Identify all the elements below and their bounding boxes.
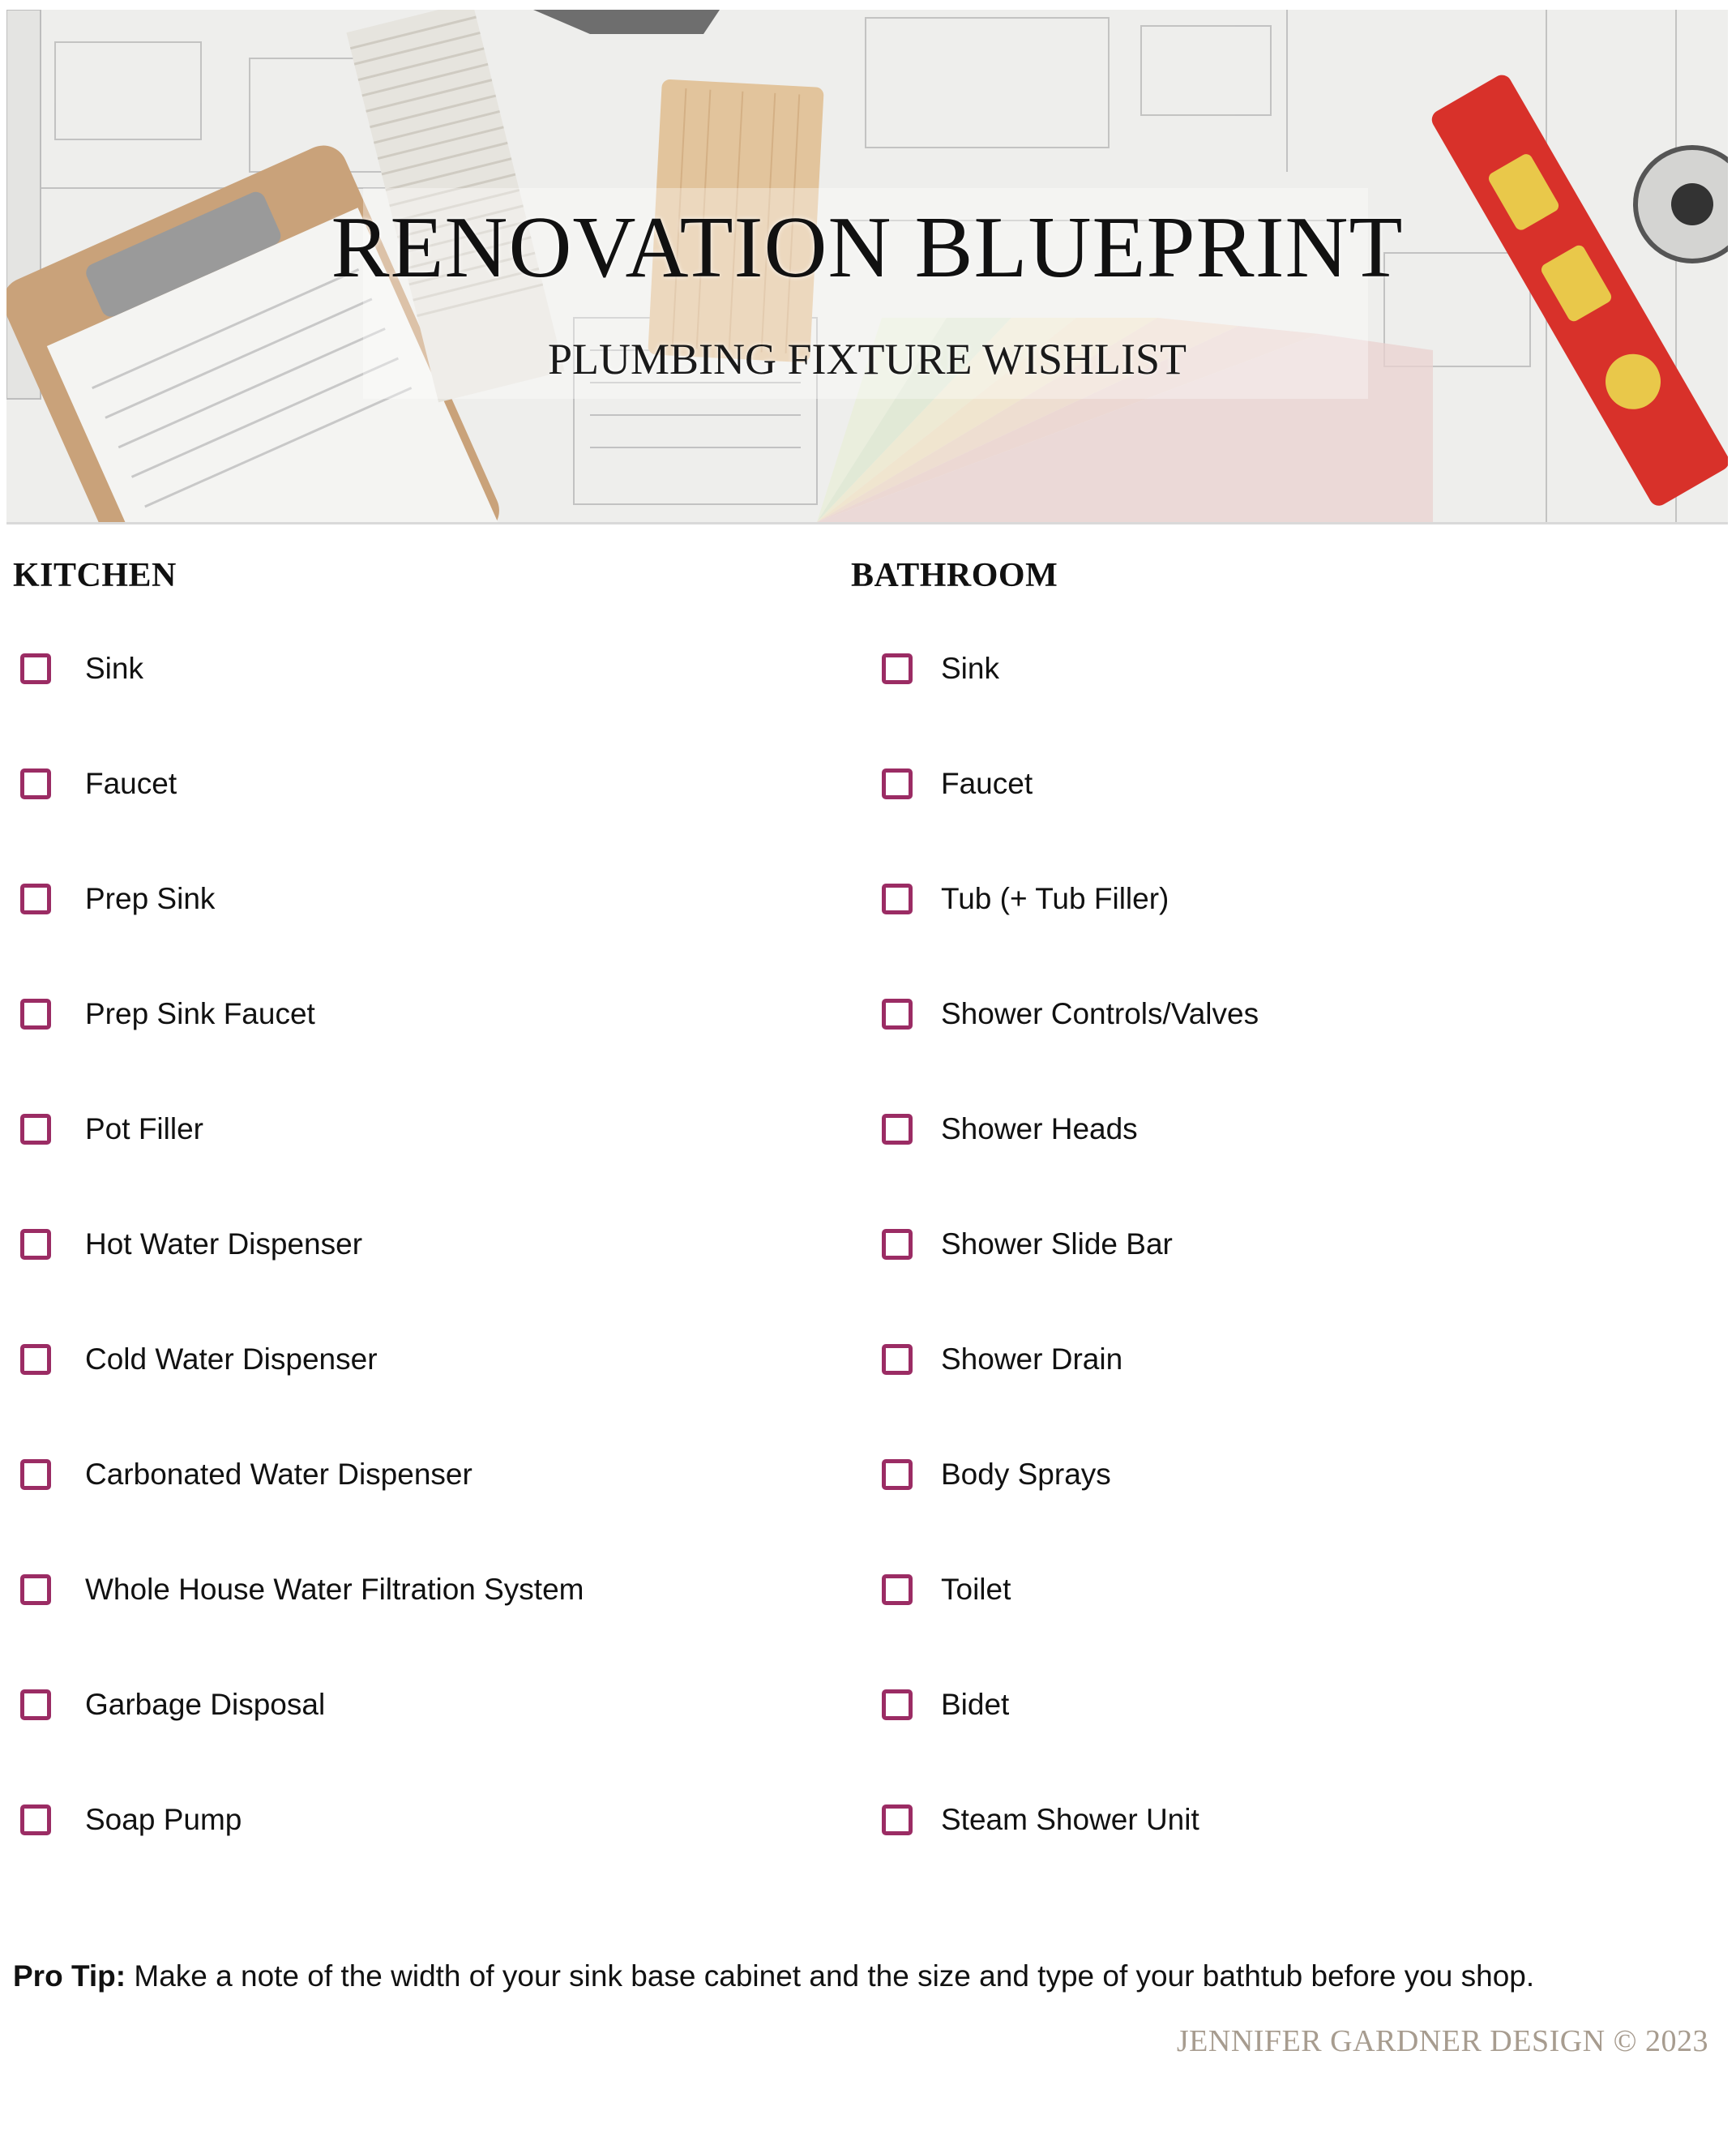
checklist-item-label: Sink <box>941 652 999 685</box>
checkbox[interactable] <box>882 768 913 799</box>
checkbox[interactable] <box>20 1689 51 1720</box>
checklist-item-label: Carbonated Water Dispenser <box>85 1458 472 1491</box>
banner-subtitle: PLUMBING FIXTURE WISHLIST <box>547 335 1187 383</box>
checklist-item-kitchen-sink[interactable] <box>13 650 823 765</box>
checkbox[interactable] <box>882 884 913 914</box>
bathroom-section <box>851 551 1661 1866</box>
header-banner <box>6 10 1728 524</box>
checkbox[interactable] <box>20 1114 51 1145</box>
footer-copyright: JENNIFER GARDNER DESIGN © 2023 <box>1176 2024 1708 2058</box>
checklist-item-label: Faucet <box>85 767 177 800</box>
pro-tip <box>13 1958 1534 1995</box>
checklist-item-label: Prep Sink Faucet <box>85 997 315 1030</box>
checkbox[interactable] <box>20 999 51 1030</box>
checklist-item-cold-water-dispenser[interactable] <box>13 1341 823 1456</box>
checklist-item-hot-water-dispenser[interactable] <box>13 1226 823 1341</box>
checklist-item-kitchen-faucet[interactable] <box>13 765 823 880</box>
checklist-item-label: Whole House Water Filtration System <box>85 1573 584 1606</box>
checklist-item-body-sprays[interactable] <box>851 1456 1661 1571</box>
checkbox[interactable] <box>20 1574 51 1605</box>
checklist-item-bath-faucet[interactable] <box>851 765 1661 880</box>
checklist-item-prep-sink-faucet[interactable] <box>13 995 823 1111</box>
checklist-item-soap-pump[interactable] <box>13 1801 823 1916</box>
checkbox[interactable] <box>882 999 913 1030</box>
checkbox[interactable] <box>882 1344 913 1375</box>
checkbox[interactable] <box>882 1229 913 1260</box>
kitchen-checklist <box>13 650 823 1916</box>
checkbox[interactable] <box>20 884 51 914</box>
checklist-item-label: Bidet <box>941 1688 1010 1721</box>
kitchen-heading: KITCHEN <box>13 557 177 594</box>
checklist-item-label: Pot Filler <box>85 1112 203 1145</box>
checklist-item-label: Shower Drain <box>941 1342 1123 1376</box>
bathroom-checklist <box>851 650 1661 1916</box>
checklist-item-label: Steam Shower Unit <box>941 1803 1199 1836</box>
checklist-item-shower-drain[interactable] <box>851 1341 1661 1456</box>
checklist-item-pot-filler[interactable] <box>13 1111 823 1226</box>
checkbox[interactable] <box>20 1229 51 1260</box>
kitchen-section <box>13 551 823 1866</box>
checklist-item-label: Toilet <box>941 1573 1011 1606</box>
checklist-item-shower-slide-bar[interactable] <box>851 1226 1661 1341</box>
checkbox[interactable] <box>20 653 51 684</box>
checkbox[interactable] <box>882 1114 913 1145</box>
checklist-item-label: Faucet <box>941 767 1033 800</box>
checklist-item-label: Prep Sink <box>85 882 216 915</box>
checklist-item-label: Cold Water Dispenser <box>85 1342 378 1376</box>
checkbox[interactable] <box>882 1689 913 1720</box>
bathroom-heading: BATHROOM <box>851 557 1058 594</box>
checklist-item-garbage-disposal[interactable] <box>13 1686 823 1801</box>
checkbox[interactable] <box>882 1574 913 1605</box>
checklist-item-shower-heads[interactable] <box>851 1111 1661 1226</box>
checklist-item-label: Shower Slide Bar <box>941 1227 1173 1261</box>
checklist-item-carbonated-water-dispenser[interactable] <box>13 1456 823 1571</box>
checklist-item-bidet[interactable] <box>851 1686 1661 1801</box>
checklist-item-prep-sink[interactable] <box>13 880 823 995</box>
checkbox[interactable] <box>882 653 913 684</box>
pro-tip-text: Make a note of the width of your sink base cabinet and the size and type of your bathtub before you shop. <box>126 1959 1535 1993</box>
checklist-item-label: Body Sprays <box>941 1458 1111 1491</box>
checklist-item-water-filtration[interactable] <box>13 1571 823 1686</box>
checkbox[interactable] <box>20 1459 51 1490</box>
checklist-item-label: Soap Pump <box>85 1803 242 1836</box>
checklist-item-label: Shower Heads <box>941 1112 1138 1145</box>
checklist-item-tub[interactable] <box>851 880 1661 995</box>
checklist-item-bath-sink[interactable] <box>851 650 1661 765</box>
checkbox[interactable] <box>20 768 51 799</box>
checklist-item-label: Sink <box>85 652 143 685</box>
banner-title: RENOVATION BLUEPRINT <box>331 199 1404 296</box>
pro-tip-label: Pro Tip: <box>13 1959 126 1993</box>
checkbox[interactable] <box>20 1344 51 1375</box>
checkbox[interactable] <box>882 1804 913 1835</box>
checklist-item-label: Tub (+ Tub Filler) <box>941 882 1169 915</box>
checklist-item-label: Shower Controls/Valves <box>941 997 1259 1030</box>
checklist-item-label: Garbage Disposal <box>85 1688 326 1721</box>
checklist-item-toilet[interactable] <box>851 1571 1661 1686</box>
checklist-item-label: Hot Water Dispenser <box>85 1227 363 1261</box>
checklist-item-shower-controls[interactable] <box>851 995 1661 1111</box>
checkbox[interactable] <box>20 1804 51 1835</box>
checkbox[interactable] <box>882 1459 913 1490</box>
checklist-item-steam-shower[interactable] <box>851 1801 1661 1916</box>
